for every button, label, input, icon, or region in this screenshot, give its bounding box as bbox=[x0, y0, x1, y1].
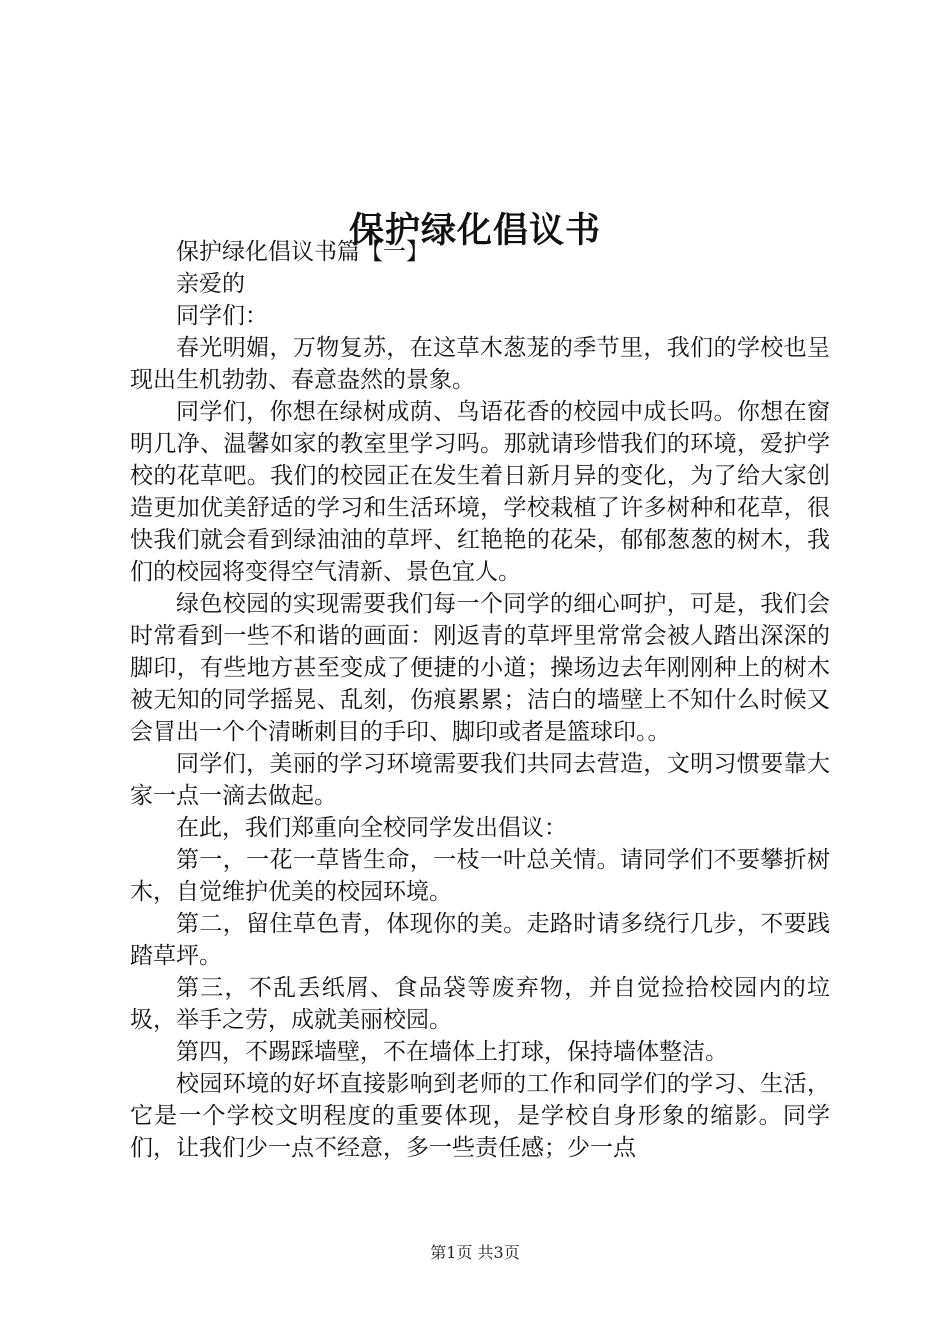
salutation-line: 同学们： bbox=[176, 303, 268, 329]
body-paragraph: 同学们，美丽的学习环境需要我们共同去营造，文明习惯要靠大家一点一滴去做起。 bbox=[130, 751, 830, 809]
salutation-line: 亲爱的 bbox=[176, 271, 245, 297]
body-paragraph: 校园环境的好坏直接影响到老师的工作和同学们的学习、生活，它是一个学校文明程度的重要体现，是学校自身形象的缩影。同学们，让我们少一点不经意，多一些责任感；少一点 bbox=[130, 1071, 830, 1161]
proposal-item: 第二，留住草色青，体现你的美。走路时请多绕行几步，不要践踏草坪。 bbox=[130, 911, 830, 969]
proposal-item: 第一，一花一草皆生命，一枝一叶总关情。请同学们不要攀折树木，自觉维护优美的校园环境。 bbox=[130, 847, 830, 905]
section-heading: 保护绿化倡议书篇【一】 bbox=[176, 239, 429, 265]
document-title: 保护绿化倡议书 bbox=[348, 210, 601, 252]
proposal-item: 第三，不乱丢纸屑、食品袋等废弃物，并自觉捡拾校园内的垃圾，举手之劳，成就美丽校园。 bbox=[130, 975, 830, 1033]
body-paragraph: 春光明媚，万物复苏，在这草木葱茏的季节里，我们的学校也呈现出生机勃勃、春意盎然的景象。 bbox=[130, 335, 830, 393]
body-paragraph: 同学们，你想在绿树成荫、鸟语花香的校园中成长吗。你想在窗明几净、温馨如家的教室里学习吗。那就请珍惜我们的环境，爱护学校的花草吧。我们的校园正在发生着日新月异的变化，为了给大家创造更加优美舒适的学习和生活环境，学校栽植了许多树种和花草，很快我们就会看到绿油油的草坪、红艳艳的花朵，郁郁葱葱的树木，我们的校园将变得空气清新、景色宜人。 bbox=[130, 399, 830, 585]
document-body bbox=[130, 236, 830, 1164]
proposal-item: 第四，不踢踩墙壁，不在墙体上打球，保持墙体整洁。 bbox=[176, 1039, 728, 1065]
body-paragraph: 绿色校园的实现需要我们每一个同学的细心呵护，可是，我们会时常看到一些不和谐的画面：刚返青的草坪里常常会被人踏出深深的脚印，有些地方甚至变成了便捷的小道；操场边去年刚刚种上的树木被无知的同学摇晃、乱刻，伤痕累累；洁白的墙壁上不知什么时候又会冒出一个个清晰刺目的手印、脚印或者是篮球印。。 bbox=[130, 591, 830, 745]
body-paragraph: 在此，我们郑重向全校同学发出倡议： bbox=[176, 815, 567, 841]
page-number-footer: 第1页 共3页 bbox=[430, 1243, 520, 1262]
